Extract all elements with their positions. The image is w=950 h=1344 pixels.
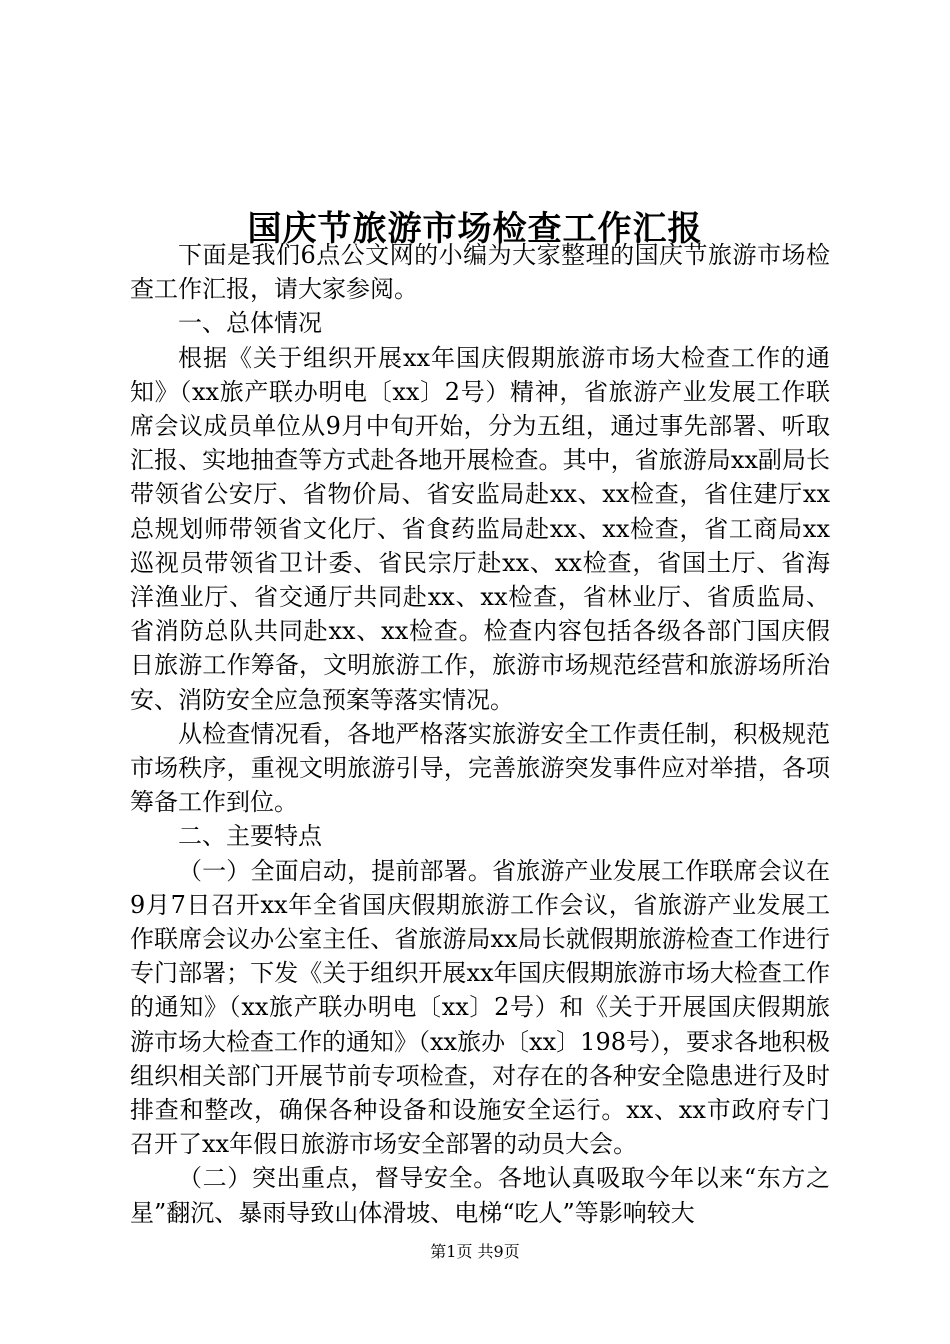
paragraph-intro: 下面是我们6点公文网的小编为大家整理的国庆节旅游市场检查工作汇报，请大家参阅。 <box>130 241 830 304</box>
document-body <box>130 238 830 1230</box>
paragraph-overall-details: 根据《关于组织开展xx年国庆假期旅游市场大检查工作的通知》（xx旅产联办明电〔xx〕2号）精神，省旅游产业发展工作联席会议成员单位从9月中旬开始，分为五组，通过事先部署、听取汇报、实地抽查等方式赴各地开展检查。其中，省旅游局xx副局长带领省公安厅、省物价局、省安监局赴xx、xx检查，省住建厅xx总规划师带领省文化厅、省食药监局赴xx、xx检查，省工商局xx巡视员带领省卫计委、省民宗厅赴xx、xx检查，省国土厅、省海洋渔业厅、省交通厅共同赴xx、xx检查，省林业厅、省质监局、省消防总队共同赴xx、xx检查。检查内容包括各级各部门国庆假日旅游工作筹备，文明旅游工作，旅游市场规范经营和旅游场所治安、消防安全应急预案等落实情况。 <box>130 343 830 714</box>
paragraph-feature-2: （二）突出重点，督导安全。各地认真吸取今年以来“东方之星”翻沉、暴雨导致山体滑坡、电梯“吃人”等影响较大 <box>130 1164 830 1227</box>
paragraph-feature-1: （一）全面启动，提前部署。省旅游产业发展工作联席会议在9月7日召开xx年全省国庆假期旅游工作会议，省旅游产业发展工作联席会议办公室主任、省旅游局xx局长就假期旅游检查工作进行专门部署；下发《关于组织开展xx年国庆假期旅游市场大检查工作的通知》（xx旅产联办明电〔xx〕2号）和《关于开展国庆假期旅游市场大检查工作的通知》（xx旅办〔xx〕198号），要求各地积极组织相关部门开展节前专项检查，对存在的各种安全隐患进行及时排查和整改，确保各种设备和设施安全运行。xx、xx市政府专门召开了xx年假日旅游市场安全部署的动员大会。 <box>130 856 830 1159</box>
page-number-footer: 第1页 共9页 <box>430 1242 520 1261</box>
section-heading-features: 二、主要特点 <box>178 822 322 851</box>
document-title: 国庆节旅游市场检查工作汇报 <box>247 208 703 249</box>
paragraph-inspection-result: 从检查情况看，各地严格落实旅游安全工作责任制，积极规范市场秩序，重视文明旅游引导，完善旅游突发事件应对举措，各项筹备工作到位。 <box>130 719 830 817</box>
section-heading-overall: 一、总体情况 <box>178 309 322 338</box>
